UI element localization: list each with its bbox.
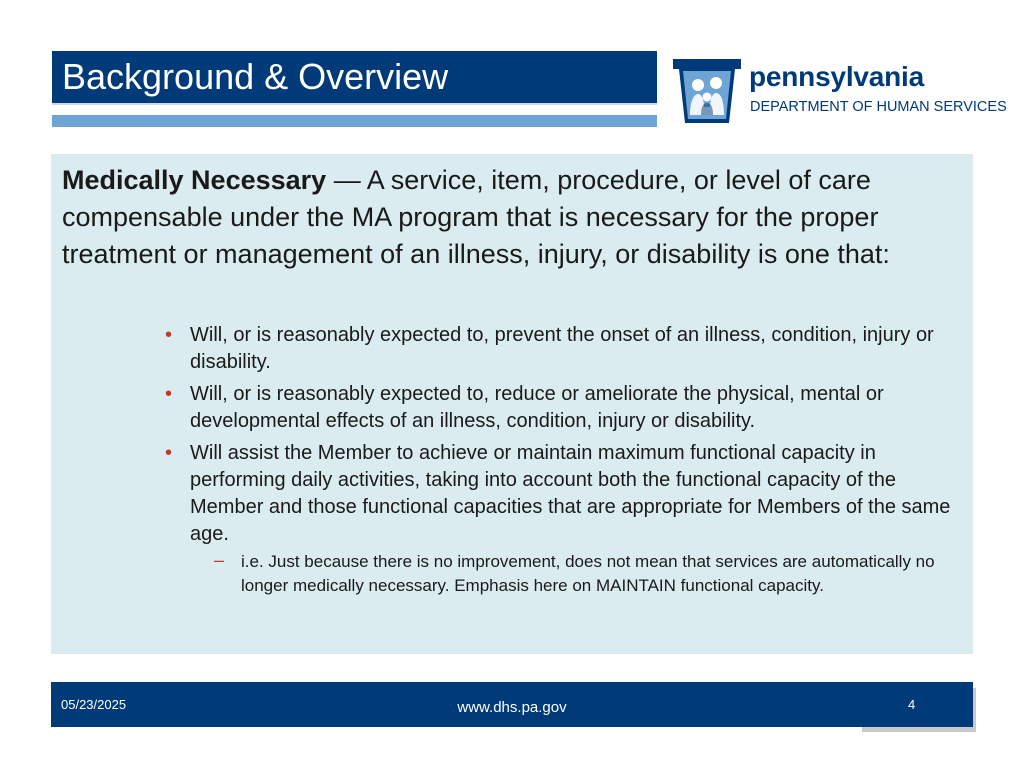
- definition-term: Medically Necessary: [62, 165, 327, 195]
- title-bar: [52, 51, 657, 105]
- footer-date: 05/23/2025: [61, 697, 127, 712]
- sub-list-item: [190, 550, 951, 598]
- bullet-icon: •: [165, 324, 173, 346]
- bullet-icon: •: [165, 383, 173, 405]
- page-number: 4: [908, 697, 916, 712]
- list-item-text: Will, or is reasonably expected to, prevent the onset of an illness, condition, injury or disability.: [190, 324, 934, 373]
- bullet-icon: •: [165, 442, 173, 464]
- sub-list-item-text: i.e. Just because there is no improvement, does not mean that services are automatically no longer medically necessary. Emphasis here on MAINTAIN functional capacity.: [241, 552, 935, 595]
- list-item: [161, 322, 951, 376]
- definition-paragraph: [62, 162, 957, 273]
- keystone-family-icon: [671, 57, 743, 125]
- dhs-logo: [671, 57, 1006, 127]
- list-item: [161, 440, 951, 598]
- list-item: [161, 381, 951, 435]
- criteria-list: [161, 322, 951, 603]
- logo-wordmark: pennsylvania: [749, 61, 925, 92]
- footer-url: www.dhs.pa.gov: [457, 699, 567, 716]
- logo-department: DEPARTMENT OF HUMAN SERVICES: [750, 99, 1007, 115]
- list-item-text: Will assist the Member to achieve or maintain maximum functional capacity in performing daily activities, taking into account both the functional capacity of the Member and those functional capacities that are appropriate for Members of the same age.: [190, 442, 951, 545]
- slide-title: Background & Overview: [62, 56, 449, 97]
- sub-list: [190, 550, 951, 598]
- title-accent-stripe: [52, 115, 657, 127]
- footer-bar: [51, 682, 973, 727]
- definition-text: — A service, item, procedure, or level of care compensable under the MA program that is necessary for the proper treatment or management of an illness, injury, or disability is one that:: [62, 165, 890, 269]
- content-box: [51, 154, 973, 654]
- list-item-text: Will, or is reasonably expected to, reduce or ameliorate the physical, mental or developmental effects of an illness, condition, injury or disability.: [190, 383, 884, 432]
- dash-icon: –: [214, 550, 225, 570]
